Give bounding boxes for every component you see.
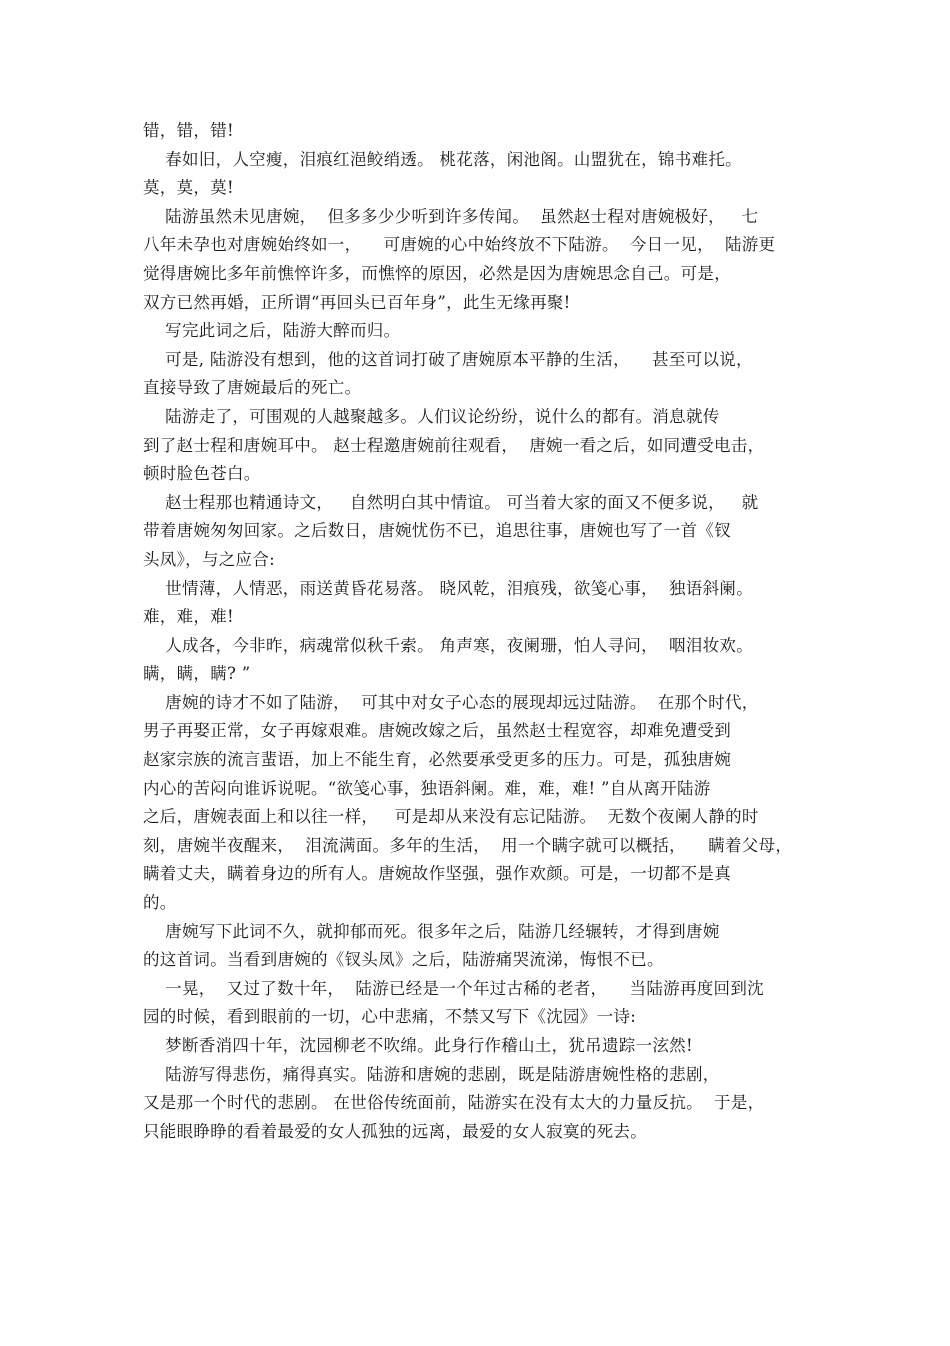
text-line: 顿时脸色苍白。 xyxy=(143,464,261,484)
text-line: 人成各，今非昨，病魂常似秋千索。 角声寒，夜阑珊，怕人寻问， 咽泪妆欢。 xyxy=(143,635,754,655)
text-line: 的。 xyxy=(143,893,177,913)
text-line: 之后，唐婉表面上和以往一样， 可是却从来没有忘记陆游。 无数个夜阑人静的时 xyxy=(143,807,759,827)
text-line: 难，难，难! xyxy=(143,607,234,627)
article-body xyxy=(143,117,823,1146)
text-line: 莫，莫，莫! xyxy=(143,178,234,198)
text-line: 陆游走了，可围观的人越聚越多。人们议论纷纷，说什么的都有。消息就传 xyxy=(143,406,720,426)
text-line: 内心的苦闷向谁诉说呢。“欲笺心事，独语斜阑。难，难，难! ”自从离开陆游 xyxy=(143,778,711,798)
text-line: 直接导致了唐婉最后的死亡。 xyxy=(143,378,362,398)
text-line: 可是, 陆游没有想到，他的这首词打破了唐婉原本平静的生活， 甚至可以说， xyxy=(143,349,753,369)
text-line: 春如旧，人空瘦，泪痕红浥鲛绡透。 桃花落，闲池阁。山盟犹在，锦书难托。 xyxy=(143,149,742,169)
text-line: 赵家宗族的流言蜚语，加上不能生育，必然要承受更多的压力。可是，孤独唐婉 xyxy=(143,750,731,770)
text-line: 刻，唐婉半夜醒来， 泪流满面。多年的生活， 用一个瞒字就可以概括， 瞒着父母， xyxy=(143,835,793,855)
text-line: 唐婉写下此词不久，就抑郁而死。很多年之后，陆游几经辗转，才得到唐婉 xyxy=(143,921,720,941)
text-line: 又是那一个时代的悲剧。 在世俗传统面前，陆游实在没有太大的力量反抗。 于是， xyxy=(143,1093,765,1113)
text-line: 觉得唐婉比多年前憔悴许多，而憔悴的原因，必然是因为唐婉思念自己。可是， xyxy=(143,263,731,283)
text-line: 头凤》，与之应合: xyxy=(143,549,276,569)
text-line: 到了赵士程和唐婉耳中。 赵士程邀唐婉前往观看， 唐婉一看之后，如同遭受电击， xyxy=(143,435,765,455)
text-line: 的这首词。当看到唐婉的《钗头凤》之后，陆游痛哭流涕，悔恨不已。 xyxy=(143,950,664,970)
text-line: 双方已然再婚，正所谓“再回头已百年身”，此生无缘再聚! xyxy=(143,292,571,312)
text-line: 陆游写得悲伤，痛得真实。陆游和唐婉的悲剧，既是陆游唐婉性格的悲剧， xyxy=(143,1064,720,1084)
text-line: 瞒，瞒，瞒? ” xyxy=(143,664,251,684)
text-line: 园的时候，看到眼前的一切，心中悲痛，不禁又写下《沈园》一诗: xyxy=(143,1007,637,1027)
text-line: 写完此词之后，陆游大醉而归。 xyxy=(143,321,401,341)
text-line: 赵士程那也精通诗文， 自然明白其中情谊。 可当着大家的面又不便多说， 就 xyxy=(143,492,759,512)
text-line: 八年未孕也对唐婉始终如一， 可唐婉的心中始终放不下陆游。 今日一见， 陆游更 xyxy=(143,235,776,255)
text-line: 男子再娶正常，女子再嫁艰难。唐婉改嫁之后，虽然赵士程宽容，却难免遭受到 xyxy=(143,721,731,741)
text-line: 只能眼睁睁的看着最爱的女人孤独的远离，最爱的女人寂寞的死去。 xyxy=(143,1121,647,1141)
text-line: 一晃， 又过了数十年， 陆游已经是一个年过古稀的老者， 当陆游再度回到沈 xyxy=(143,978,764,998)
text-line: 世情薄，人情恶，雨送黄昏花易落。 晓风乾，泪痕残，欲笺心事， 独语斜阑。 xyxy=(143,578,754,598)
text-line: 陆游虽然未见唐婉， 但多多少少听到许多传闻。 虽然赵士程对唐婉极好， 七 xyxy=(143,206,759,226)
text-line: 错，错，错! xyxy=(143,121,234,140)
text-line: 唐婉的诗才不如了陆游， 可其中对女子心态的展现却远过陆游。 在那个时代， xyxy=(143,692,759,712)
text-line: 梦断香消四十年，沈园柳老不吹绵。此身行作稽山土，犹吊遗踪一泫然! xyxy=(143,1036,693,1055)
text-line: 带着唐婉匆匆回家。之后数日，唐婉忧伤不已，追思往事，唐婉也写了一首《钗 xyxy=(143,521,731,541)
text-line: 瞒着丈夫，瞒着身边的所有人。唐婉故作坚强，强作欢颜。可是，一切都不是真 xyxy=(143,864,731,884)
